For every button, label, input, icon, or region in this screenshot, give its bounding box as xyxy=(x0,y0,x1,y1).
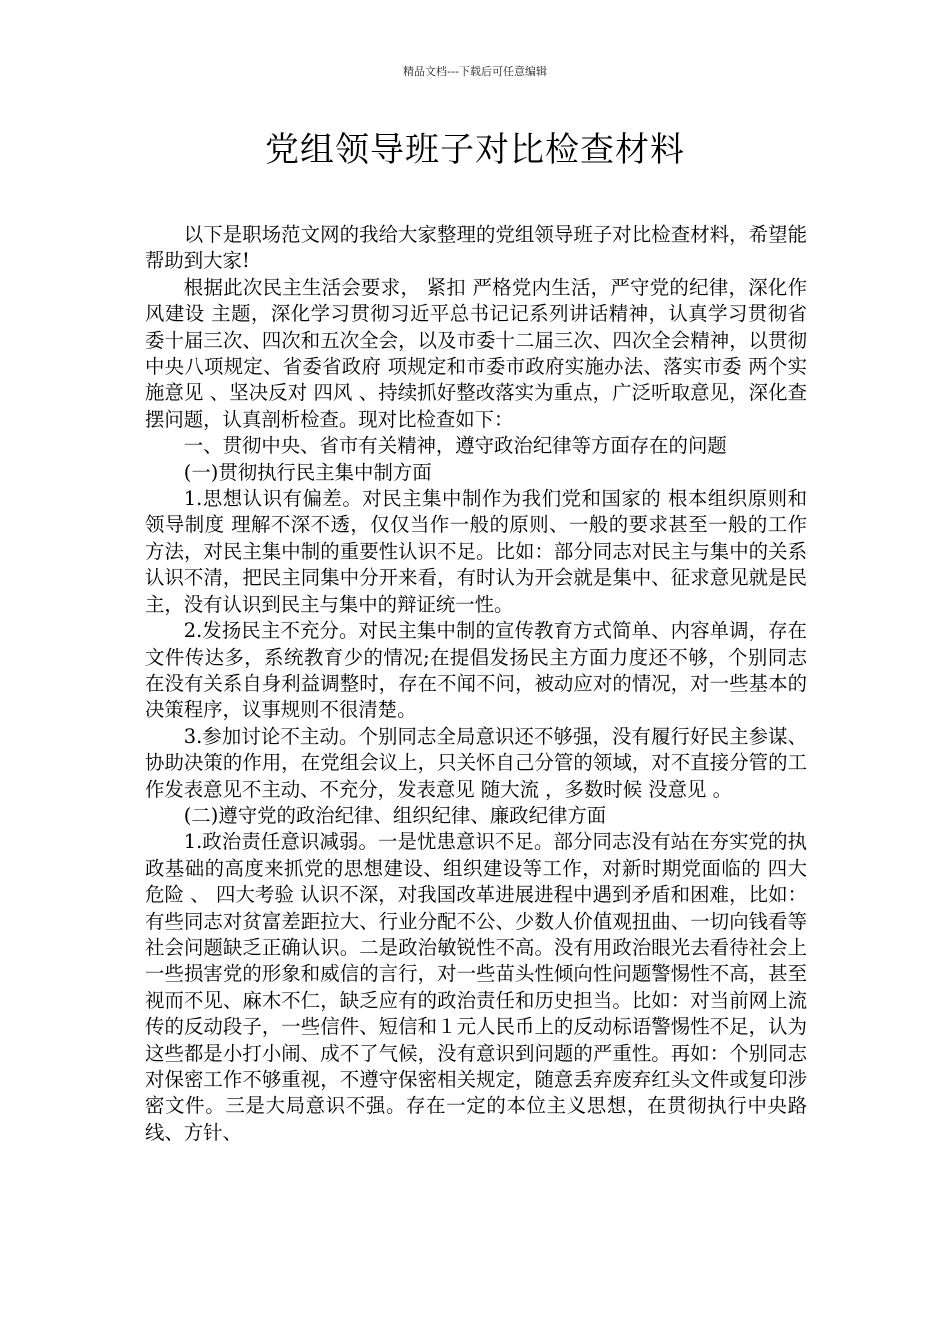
document-body xyxy=(145,222,807,1146)
subsection-heading-2: (二)遵守党的政治纪律、组织纪律、廉政纪律方面 xyxy=(183,803,607,827)
section-heading-1: 一、贯彻中央、省市有关精神，遵守政治纪律等方面存在的问题 xyxy=(183,434,727,458)
subsection-heading-1: (一)贯彻执行民主集中制方面 xyxy=(183,460,432,484)
header-note: 精品文档---下载后可任意编辑 xyxy=(403,65,547,78)
paragraph-item-1: 1.思想认识有偏差。对民主集中制作为我们党和国家的 根本组织原则和领导制度 理解不深不透，仅仅当作一般的原则、一般的要求甚至一般的工作方法，对民主集中制的重要性认识不足。比如：部分同志对民主与集中的关系认识不清，把民主同集中分开来看，有时认为开会就是集中、征求意见就是民主，没有认识到民主与集中的辩证统一性。 xyxy=(145,487,807,616)
document-title: 党组领导班子对比检查材料 xyxy=(265,130,685,170)
paragraph-item-2: 2.发扬民主不充分。对民主集中制的宣传教育方式简单、内容单调，存在文件传达多，系统教育少的情况;在提倡发扬民主方面力度还不够，个别同志在没有关系自身利益调整时，存在不闻不问，被动应对的情况，对一些基本的决策程序，议事规则不很清楚。 xyxy=(145,619,807,722)
paragraph-item-3: 3.参加讨论不主动。个别同志全局意识还不够强，没有履行好民主参谋、协助决策的作用，在党组会议上，只关怀自己分管的领域，对不直接分管的工作发表意见不主动、不充分，发表意见 随大流 ，多数时候 没意见 。 xyxy=(145,724,807,801)
paragraph-intro: 以下是职场范文网的我给大家整理的党组领导班子对比检查材料，希望能帮助到大家! xyxy=(145,223,807,273)
paragraph-item-4: 1.政治责任意识减弱。一是忧患意识不足。部分同志没有站在夯实党的执政基础的高度来抓党的思想建设、组织建设等工作，对新时期党面临的 四大危险 、 四大考验 认识不深，对我国改革进展进程中遇到矛盾和困难，比如：有些同志对贫富差距拉大、行业分配不公、少数人价值观扭曲、一切向钱看等社会问题缺乏正确认识。二是政治敏锐性不高。没有用政治眼光去看待社会上一些损害党的形象和威信的言行，对一些苗头性倾向性问题警惕性不高，甚至视而不见、麻木不仁，缺乏应有的政治责任和历史担当。比如：对当前网上流传的反动段子，一些信件、短信和１元人民币上的反动标语警惕性不足，认为这些都是小打小闹、成不了气候，没有意识到问题的严重性。再如：个别同志对保密工作不够重视，不遵守保密相关规定，随意丢弃废弃红头文件或复印涉密文件。三是大局意识不强。存在一定的本位主义思想，在贯彻执行中央路线、方针、 xyxy=(145,830,807,1144)
paragraph-background: 根据此次民主生活会要求， 紧扣 严格党内生活，严守党的纪律，深化作风建设 主题，深化学习贯彻习近平总书记记系列讲话精神，认真学习贯彻省委十届三次、四次和五次全会，以及市委十二届三次、四次全会精神，以贯彻中央八项规定、省委省政府 项规定和市委市政府实施办法、落实市委 两个实施意见 、坚决反对 四风 、持续抓好整改落实为重点，广泛听取意见，深化查摆问题，认真剖析检查。现对比检查如下： xyxy=(145,275,807,431)
